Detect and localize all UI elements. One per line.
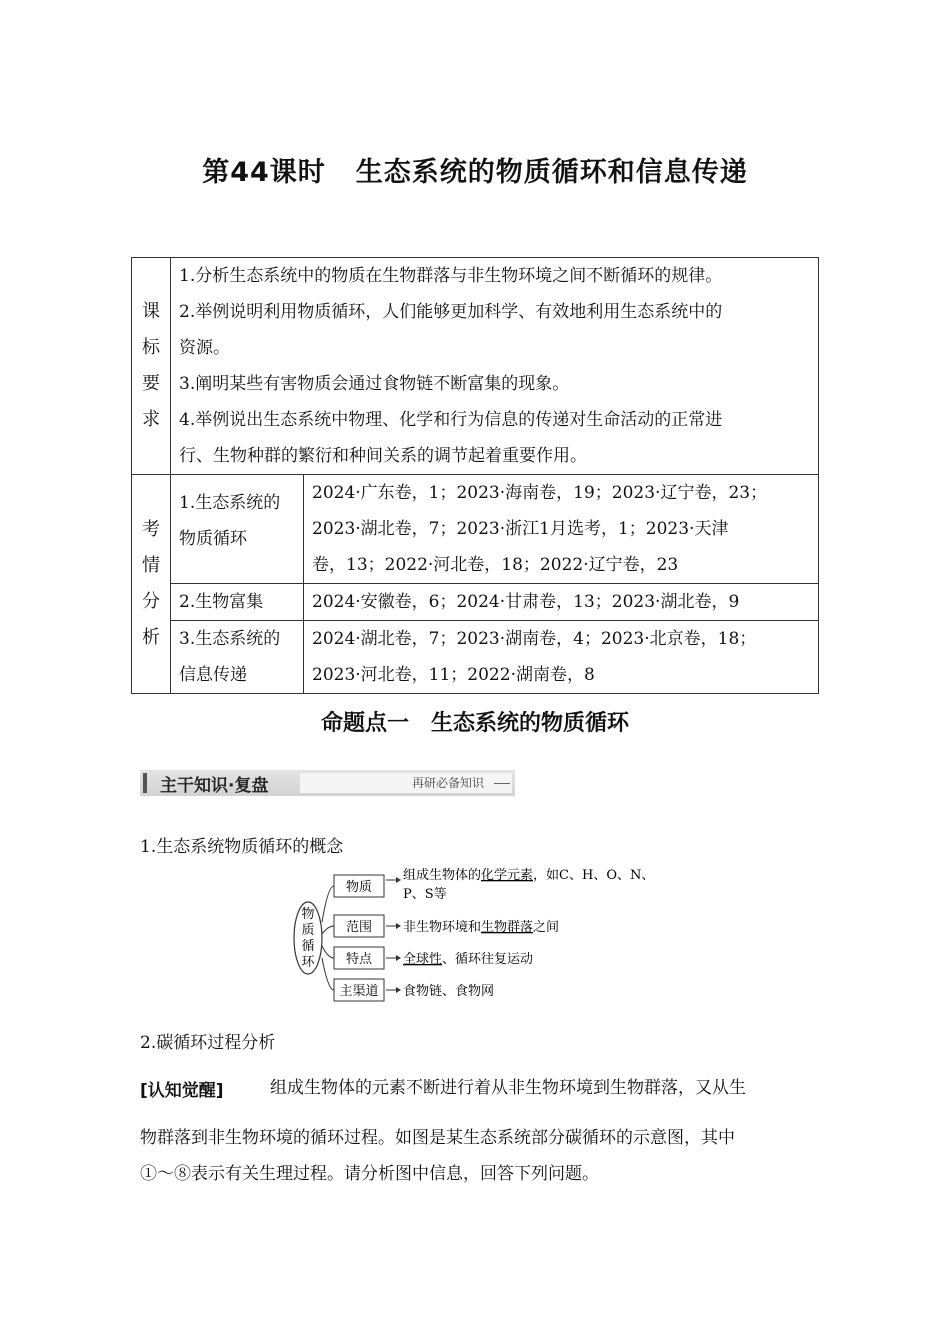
section-title: 生态系统的物质循环 [431, 711, 630, 736]
exam-topic-line: 1.生态系统的 [179, 493, 281, 513]
branch-label: 物质 [345, 880, 373, 895]
section-heading [0, 706, 950, 737]
exam-topic [171, 475, 304, 584]
exam-source-line: 2024·广东卷，1；2023·海南卷，19；2023·辽宁卷，23； [312, 483, 768, 503]
branch-label: 特点 [345, 952, 373, 967]
standard-line: 行、生物种群的繁衍和种间关系的调节起着重要作用。 [179, 446, 587, 466]
cognition-line: 物群落到非生物环境的循环过程。如图是某生态系统部分碳循环的示意图，其中 [140, 1128, 735, 1148]
desc-post: 、循环往复运动 [442, 952, 534, 967]
branch-desc: 食物链、食物网 [403, 984, 495, 999]
branch-desc-line2: P、S等 [403, 887, 447, 902]
arrowhead-group [396, 877, 401, 993]
exam-sources [304, 475, 819, 584]
exam-source-line: 2024·湖北卷，7；2023·湖南卷，4；2023·北京卷，18； [312, 629, 757, 649]
standard-content [171, 258, 819, 475]
label-char: 要 [142, 373, 160, 394]
exam-source-line: 2024·安徽卷，6；2024·甘肃卷，13；2023·湖北卷，9 [312, 592, 740, 612]
arrowhead [396, 923, 401, 929]
label-char: 析 [142, 627, 160, 648]
branch-label: 范围 [345, 920, 373, 935]
banner-line [494, 783, 510, 784]
desc-post: 之间 [533, 920, 560, 935]
label-char: 课 [142, 301, 160, 322]
banner-subtitle: 再研必备知识 [412, 776, 485, 790]
arrowhead [396, 877, 401, 883]
label-char: 标 [142, 337, 160, 358]
root-char: 环 [301, 955, 315, 970]
standard-line: 2.举例说明利用物质循环，人们能够更加科学、有效地利用生态系统中的 [179, 302, 723, 322]
standard-line: 4.举例说出生态系统中物理、化学和行为信息的传递对生命活动的正常进 [179, 410, 723, 430]
arrowhead [396, 987, 401, 993]
lesson-topic: 生态系统的物质循环和信息传递 [355, 157, 748, 188]
cognition-line: ①～⑧表示有关生理过程。请分析图中信息，回答下列问题。 [140, 1164, 599, 1184]
page-title [0, 150, 950, 189]
exam-sources [304, 621, 819, 694]
exam-topic [171, 584, 304, 621]
desc-key: 生物群落 [481, 920, 534, 935]
carbon-heading: 2.碳循环过程分析 [140, 1033, 276, 1053]
concept-heading: 1.生态系统物质循环的概念 [140, 837, 344, 857]
cognition-line: 组成生物体的元素不断进行着从非生物环境到生物群落，又从生 [270, 1078, 746, 1098]
branch-desc [403, 951, 533, 967]
exam-topic-line: 3.生态系统的 [179, 629, 281, 649]
banner-title: 主干知识·复盘 [160, 776, 269, 796]
standard-label [132, 258, 171, 475]
branch-label: 主渠道 [339, 984, 379, 999]
exam-topic-line: 物质循环 [179, 529, 247, 549]
standard-line: 1.分析生态系统中的物质在生物群落与非生物环境之间不断循环的规律。 [179, 266, 723, 286]
desc-key: 化学元素 [481, 868, 534, 883]
root-char: 物 [301, 907, 315, 922]
section-label: 命题点一 [320, 711, 409, 736]
exam-topic-line: 2.生物富集 [179, 592, 264, 612]
knowledge-banner [140, 770, 515, 796]
root-char: 循 [301, 939, 315, 954]
branch-curve [322, 958, 334, 990]
branch-curve [322, 946, 334, 958]
label-char: 情 [142, 555, 160, 576]
standard-line: 资源。 [179, 338, 230, 358]
arrowhead [396, 955, 401, 961]
desc-pre: 非生物环境和 [403, 920, 482, 935]
material-cycle-diagram [290, 862, 690, 1012]
desc-pre: 组成生物体的 [403, 868, 482, 883]
banner-bar [143, 773, 147, 793]
root-char: 质 [301, 923, 315, 938]
label-char: 分 [142, 591, 160, 612]
curriculum-table [131, 257, 819, 694]
desc-post: ，如C、H、O、N、 [533, 868, 655, 883]
exam-topic-line: 信息传递 [179, 665, 247, 685]
desc-key: 全球性 [403, 952, 443, 967]
branch-curve [322, 886, 334, 922]
label-char: 求 [142, 409, 160, 430]
arrow-group [386, 880, 396, 990]
label-char: 考 [142, 519, 160, 540]
cognition-label: [认知觉醒] [140, 1081, 224, 1101]
exam-source-line: 卷，13；2022·河北卷，18；2022·辽宁卷，23 [312, 555, 679, 575]
exam-topic [171, 621, 304, 694]
branch-desc [403, 867, 654, 883]
lesson-number: 第44课时 [202, 157, 326, 188]
exam-label [132, 475, 171, 694]
branch-curve [322, 926, 334, 934]
exam-source-line: 2023·湖北卷，7；2023·浙江1月选考，1；2023·天津 [312, 519, 729, 539]
exam-sources [304, 584, 819, 621]
exam-source-line: 2023·河北卷，11；2022·湖南卷，8 [312, 665, 595, 685]
standard-line: 3.阐明某些有害物质会通过食物链不断富集的现象。 [179, 374, 570, 394]
branch-desc [403, 919, 559, 935]
